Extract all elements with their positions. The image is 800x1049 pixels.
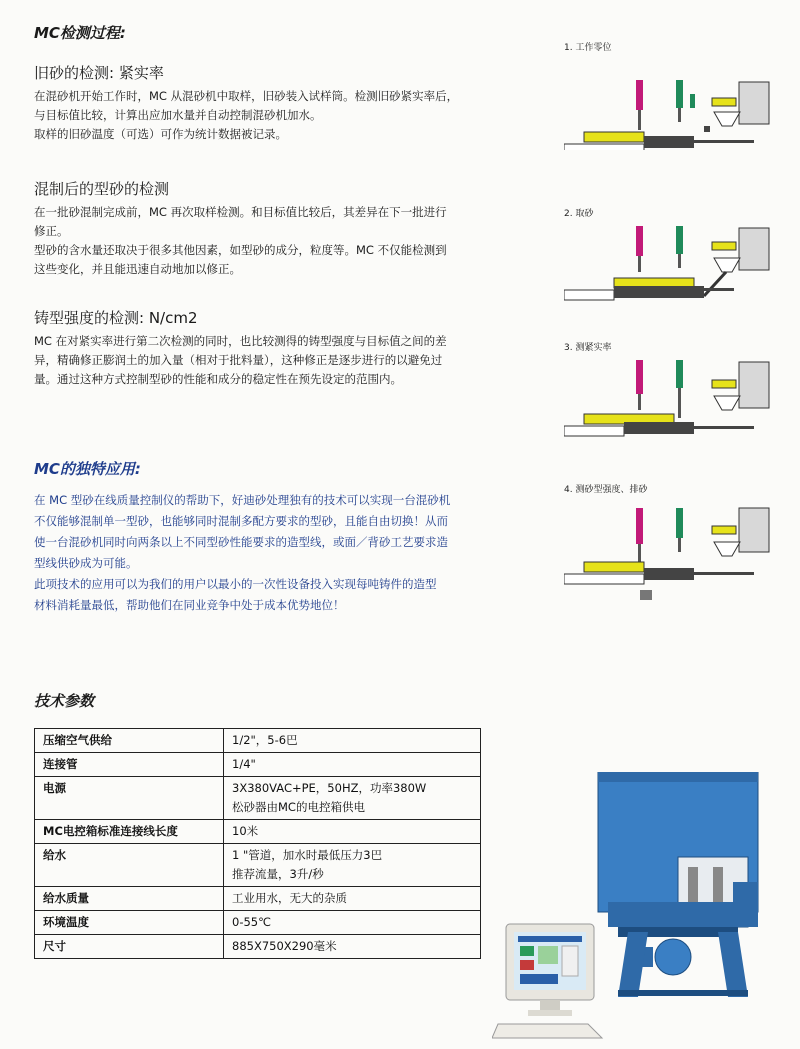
step-diagram-4: [564, 482, 774, 592]
machine-photo: [588, 772, 768, 1002]
spec-key: 尺寸: [35, 935, 224, 959]
table-row: [35, 844, 481, 887]
spec-key: 给水: [35, 844, 224, 887]
computer-photo: [492, 920, 610, 1040]
spec-value-line: 1/4": [232, 757, 256, 771]
spec-value: [224, 753, 481, 777]
table-row: [35, 753, 481, 777]
body-line: 材料消耗量最低，帮助他们在同业竞争中处于成本优势地位！: [34, 598, 345, 612]
step-label: 2. 取砂: [564, 209, 594, 219]
computer-illustration: [492, 920, 610, 1040]
spec-value: [224, 887, 481, 911]
body-line: 这些变化，并且能迅速自动地加以修正。: [34, 262, 241, 276]
table-row: [35, 729, 481, 753]
spec-value-line: 1 "管道，加水时最低压力3巴: [232, 848, 383, 862]
unique-title: MC的独特应用:: [34, 460, 141, 478]
unique-body: [34, 490, 554, 616]
spec-value-line: 885X750X290毫米: [232, 939, 337, 953]
spec-key: 连接管: [35, 753, 224, 777]
step-label: 3. 测紧实率: [564, 343, 612, 353]
spec-value-line: 3X380VAC+PE，50HZ，功率380W: [232, 781, 427, 795]
spec-value-line: 推荐流量，3升/秒: [232, 867, 324, 881]
body-line: 在一批砂混制完成前，MC 再次取样检测。和目标值比较后，其差异在下一批进行: [34, 205, 447, 219]
body-line: 取样的旧砂温度（可选）可作为统计数据被记录。: [34, 127, 287, 141]
spec-key: 给水质量: [35, 887, 224, 911]
step-diagram-2: [564, 206, 774, 316]
section-mixed-sand: [34, 178, 544, 279]
section-body: [34, 332, 544, 389]
step-illustration: [564, 340, 774, 450]
step-label: 1. 工作零位: [564, 43, 612, 53]
spec-value-line: 0-55℃: [232, 915, 272, 929]
spec-value: [224, 777, 481, 820]
spec-value-line: 松砂器由MC的电控箱供电: [232, 800, 365, 814]
step-label: 4. 测砂型强度、排砂: [564, 485, 648, 495]
section-heading: 铸型强度的检测: N/cm2: [34, 309, 198, 327]
body-line: MC 在对紧实率进行第二次检测的同时，也比较测得的铸型强度与目标值之间的差: [34, 334, 447, 348]
spec-value-line: 10米: [232, 824, 259, 838]
table-row: [35, 935, 481, 959]
body-line: 型线供砂成为可能。: [34, 556, 138, 570]
spec-value: [224, 820, 481, 844]
spec-key: 电源: [35, 777, 224, 820]
spec-key: 环境温度: [35, 911, 224, 935]
spec-value: [224, 729, 481, 753]
body-line: 与目标值比较，计算出应加水量并自动控制混砂机加水。: [34, 108, 322, 122]
table-row: [35, 887, 481, 911]
spec-value: [224, 911, 481, 935]
body-line: 不仅能够混制单一型砂，也能够同时混制多配方要求的型砂，且能自由切换！从而: [34, 514, 448, 528]
spec-key: MC电控箱标准连接线长度: [35, 820, 224, 844]
body-line: 在 MC 型砂在线质量控制仪的帮助下，好迪砂处理独有的技术可以实现一台混砂机: [34, 493, 451, 507]
section-heading: 旧砂的检测: 紧实率: [34, 64, 164, 82]
table-row: [35, 820, 481, 844]
step-illustration: [564, 40, 774, 150]
section-old-sand: [34, 62, 544, 144]
body-line: 此项技术的应用可以为我们的用户以最小的一次性设备投入实现每吨铸件的造型: [34, 577, 437, 591]
step-illustration: [564, 482, 774, 607]
step-diagram-3: [564, 340, 774, 450]
process-title: MC检测过程:: [34, 24, 126, 42]
machine-illustration: [588, 772, 768, 1002]
spec-value: [224, 935, 481, 959]
step-illustration: [564, 206, 774, 316]
section-heading: 混制后的型砂的检测: [34, 180, 170, 198]
table-row: [35, 777, 481, 820]
body-line: 使一台混砂机同时向两条以上不同型砂性能要求的造型线，或面／背砂工艺要求造: [34, 535, 448, 549]
spec-value: [224, 844, 481, 887]
section-mold-strength: [34, 307, 544, 389]
body-line: 在混砂机开始工作时，MC 从混砂机中取样，旧砂装入试样筒。检测旧砂紧实率后，: [34, 89, 459, 103]
spec-value-line: 1/2"，5-6巴: [232, 733, 298, 747]
body-line: 修正。: [34, 224, 69, 238]
body-line: 型砂的含水量还取决于很多其他因素，如型砂的成分，粒度等。MC 不仅能检测到: [34, 243, 447, 257]
specs-title: 技术参数: [34, 692, 95, 710]
body-line: 异，精确修正膨润土的加入量（相对于批料量），这种修正是逐步进行的以避免过: [34, 353, 443, 367]
spec-value-line: 工业用水，无大的杂质: [232, 891, 347, 905]
body-line: 量。通过这种方式控制型砂的性能和成分的稳定性在预先设定的范围内。: [34, 372, 402, 386]
section-body: [34, 87, 544, 144]
spec-table: [34, 728, 481, 959]
spec-key: 压缩空气供给: [35, 729, 224, 753]
section-body: [34, 203, 544, 279]
table-row: [35, 911, 481, 935]
step-diagram-1: [564, 40, 774, 150]
